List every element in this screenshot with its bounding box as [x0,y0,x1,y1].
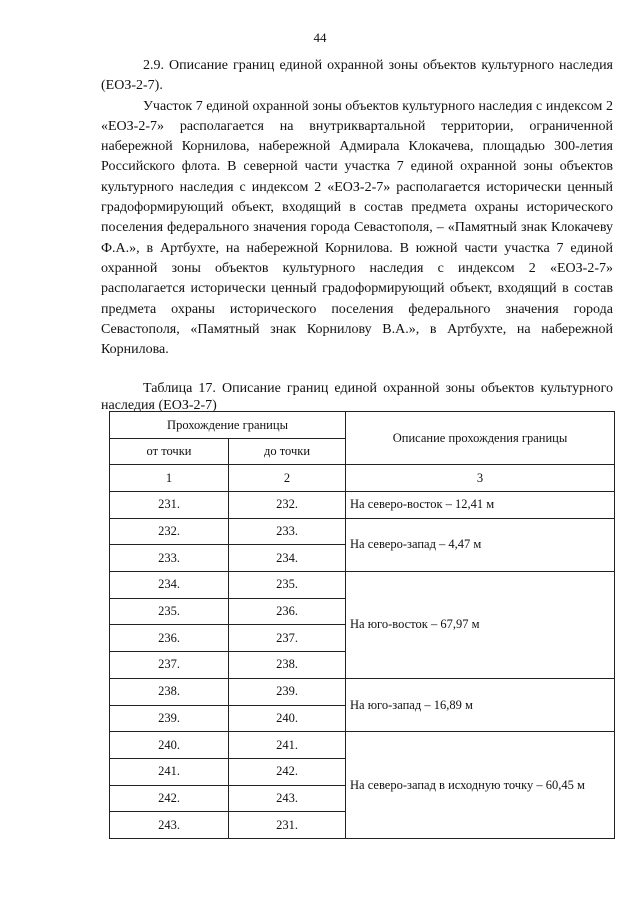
cell-description: На юго-восток – 67,97 м [346,572,615,679]
header-col-3: 3 [346,465,615,492]
cell-from: 237. [110,652,229,679]
cell-to: 232. [229,492,346,519]
table-row [110,492,615,519]
header-col-1: 1 [110,465,229,492]
cell-description: На северо-восток – 12,41 м [346,492,615,519]
boundary-table [109,411,615,839]
table-row [110,732,615,759]
cell-to: 234. [229,545,346,572]
cell-from: 242. [110,785,229,812]
header-from: от точки [110,439,229,465]
section-text [101,56,613,360]
cell-to: 239. [229,678,346,705]
cell-from: 239. [110,705,229,732]
cell-description: На северо-запад – 4,47 м [346,518,615,571]
table-row [110,518,615,545]
cell-from: 231. [110,492,229,519]
cell-to: 240. [229,705,346,732]
table-row [110,678,615,705]
cell-from: 236. [110,625,229,652]
cell-to: 241. [229,732,346,759]
cell-from: 235. [110,598,229,625]
cell-to: 231. [229,812,346,839]
cell-from: 243. [110,812,229,839]
cell-from: 241. [110,758,229,785]
cell-to: 243. [229,785,346,812]
cell-to: 238. [229,652,346,679]
cell-from: 233. [110,545,229,572]
cell-to: 236. [229,598,346,625]
cell-from: 232. [110,518,229,545]
cell-from: 238. [110,678,229,705]
page-number: 44 [313,30,327,45]
cell-from: 240. [110,732,229,759]
header-passage: Прохождение границы [110,412,346,439]
cell-from: 234. [110,572,229,599]
cell-description: На юго-запад – 16,89 м [346,678,615,731]
cell-to: 242. [229,758,346,785]
cell-to: 237. [229,625,346,652]
table-row [110,572,615,599]
cell-to: 235. [229,572,346,599]
cell-description: На северо-запад в исходную точку – 60,45 м [346,732,615,839]
table-caption: Таблица 17. Описание границ единой охранной зоны объектов культурного наследия (ЕОЗ-2-7) [101,381,613,413]
section-heading: 2.9. Описание границ единой охранной зоны объектов культурного наследия (ЕОЗ-2-7). [101,58,613,94]
header-to: до точки [229,439,346,465]
header-description: Описание прохождения границы [346,412,615,465]
section-paragraph: Участок 7 единой охранной зоны объектов культурного наследия с индексом 2 «ЕОЗ-2-7» располагается на внутриквартальной территории, ограниченной набережной Корнилова, набережной Адмирала Клокачева, площадью 300-летия Российского флота. В северной части участка 7 единой охранной зоны объектов культурного наследия с индексом 2 «ЕОЗ-2-7» располагается исторически ценный градоформирующий объект, входящий в состав предмета охраны исторического поселения федерального значения города Севастополя, – «Памятный знак Клокачеву Ф.А.», в Артбухте, на набережной Корнилова. В южной части участка 7 единой охранной зоны объектов культурного наследия с индексом 2 «ЕОЗ-2-7» располагается исторически ценный градоформирующий объект, входящий в состав предмета охраны исторического поселения федерального значения города Севастополя, «Памятный знак Корнилову В.А.», в Артбухте, на набережной Корнилова. [101,98,613,358]
header-col-2: 2 [229,465,346,492]
cell-to: 233. [229,518,346,545]
